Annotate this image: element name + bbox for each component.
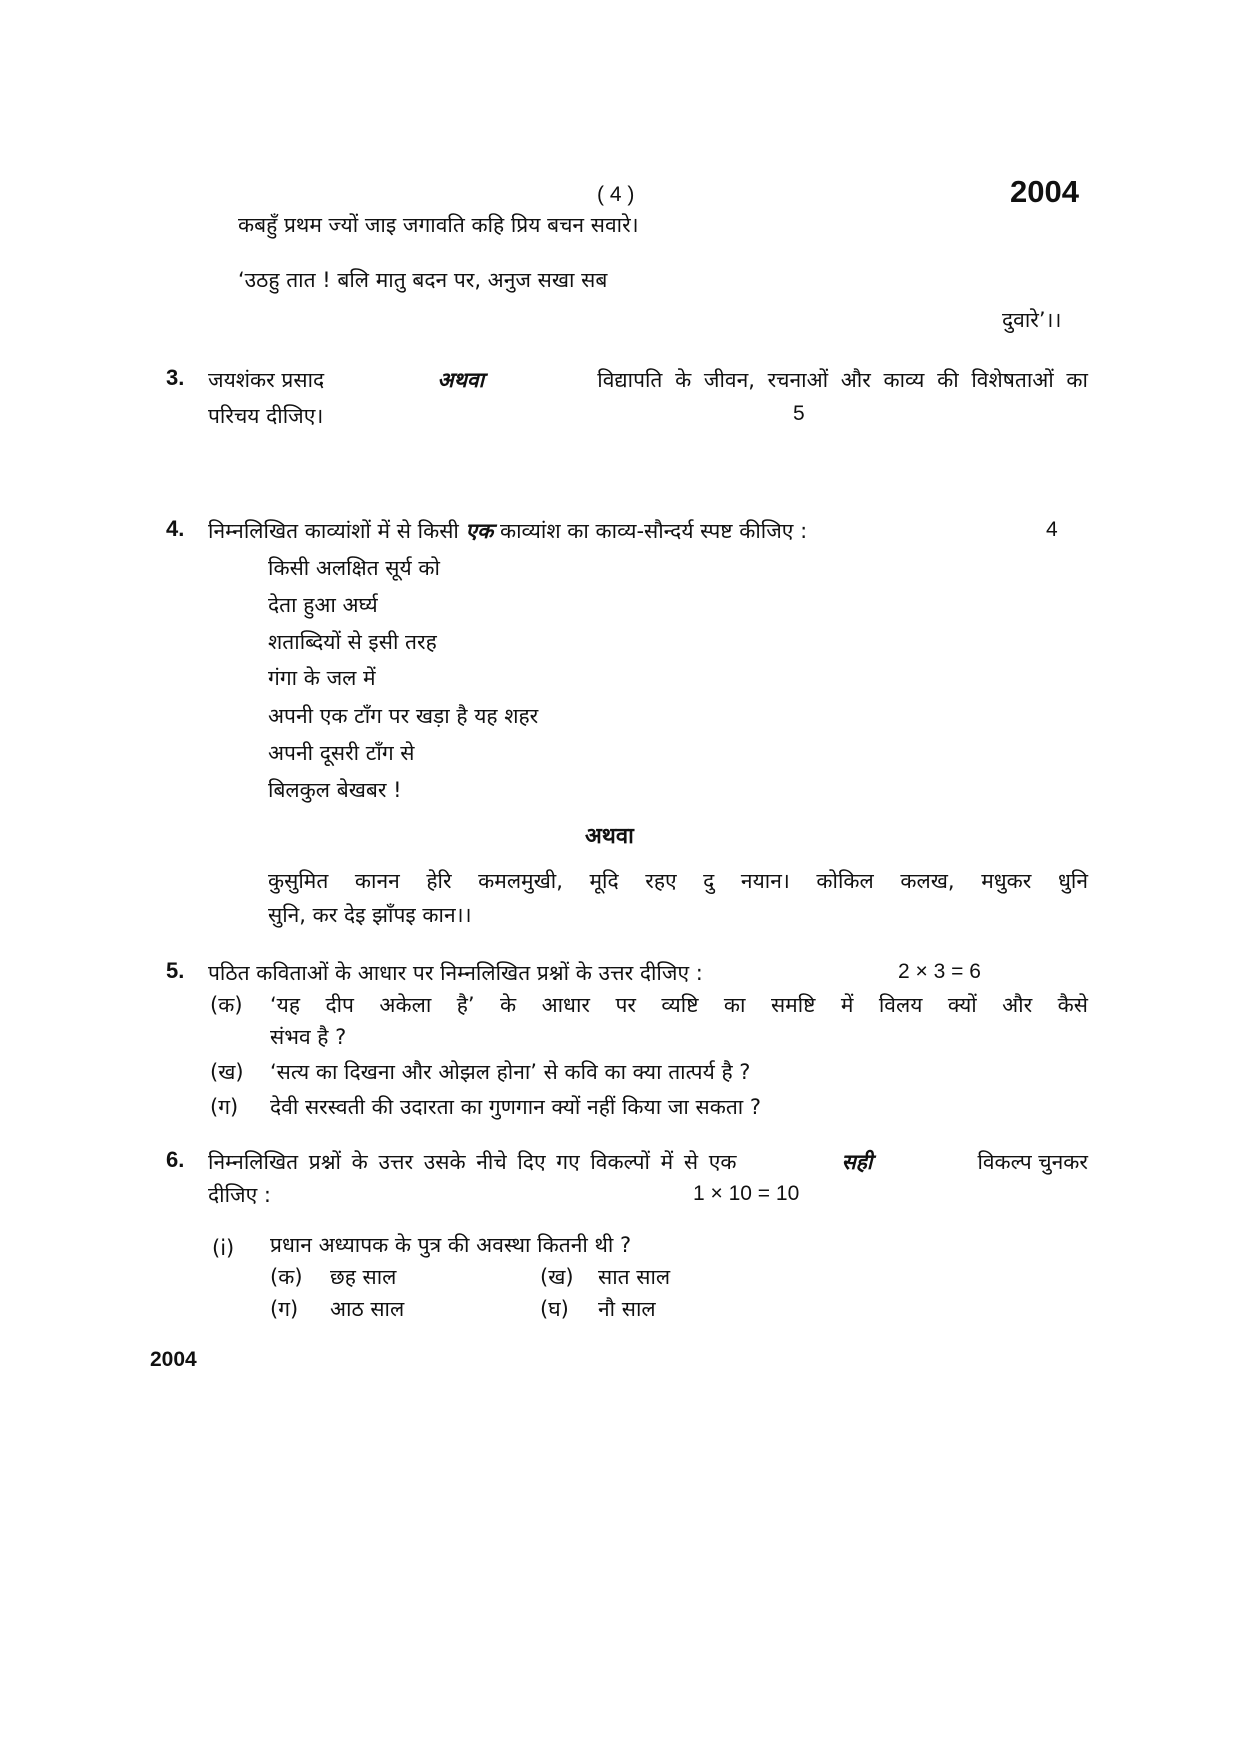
paper-code: 2004 bbox=[1010, 174, 1079, 209]
q6-line-2: दीजिए : bbox=[208, 1183, 271, 1207]
q5-item-kha-text: ‘सत्य का दिखना और ओझल होना’ से कवि का क्या तात्पर्य है ? bbox=[270, 1060, 751, 1084]
q5-item-ka-line-1: ‘यह दीप अकेला है’ के आधार पर व्यष्टि का समष्टि में विलय क्यों और कैसे bbox=[270, 993, 1088, 1017]
q3-text-a: जयशंकर प्रसाद bbox=[208, 368, 325, 392]
q6-option-ga-text: आठ साल bbox=[330, 1297, 405, 1321]
q6-emphasis: सही bbox=[841, 1150, 873, 1174]
q4-poem-line-1: किसी अलक्षित सूर्य को bbox=[268, 556, 440, 580]
q3-number: 3. bbox=[166, 365, 185, 390]
q3-line-1 bbox=[208, 365, 1088, 395]
q4-or-label: अथवा bbox=[585, 824, 634, 849]
q6-option-gha-text: नौ साल bbox=[598, 1297, 656, 1321]
q6-option-kha-label: (ख) bbox=[540, 1265, 574, 1289]
q6-marks: 1 × 10 = 10 bbox=[693, 1182, 800, 1205]
q6-option-kha-text: सात साल bbox=[598, 1265, 671, 1289]
q5-number: 5. bbox=[166, 958, 185, 983]
q6-option-ka-label: (क) bbox=[270, 1265, 303, 1289]
q4-poem-line-4: गंगा के जल में bbox=[268, 666, 376, 690]
q3-emphasis: अथवा bbox=[437, 368, 485, 392]
q4-marks: 4 bbox=[1046, 518, 1058, 541]
q4-emphasis: एक bbox=[465, 519, 494, 543]
q5-item-ka-line-2: संभव है ? bbox=[270, 1025, 347, 1049]
q6-line-1 bbox=[208, 1147, 1088, 1177]
q6-number: 6. bbox=[166, 1147, 185, 1172]
q4-poem-line-6: अपनी दूसरी टाँग से bbox=[268, 741, 415, 765]
q3-text-b: विद्यापति के जीवन, रचनाओं और काव्य की विशेषताओं का bbox=[597, 368, 1088, 392]
poem-line-1: कबहुँ प्रथम ज्यों जाइ जगावति कहि प्रिय बचन सवारे। bbox=[238, 213, 639, 237]
q5-item-ga-text: देवी सरस्वती की उदारता का गुणगान क्यों नहीं किया जा सकता ? bbox=[270, 1095, 762, 1119]
q4-number: 4. bbox=[166, 516, 185, 541]
poem-line-3: दुवारे’।। bbox=[1002, 308, 1062, 332]
q6-option-gha-label: (घ) bbox=[540, 1297, 569, 1321]
q6-sub-question: प्रधान अध्यापक के पुत्र की अवस्था कितनी थी ? bbox=[270, 1233, 632, 1257]
q4-poem-line-7: बिलकुल बेखबर ! bbox=[268, 778, 402, 802]
q6-text-a: निम्नलिखित प्रश्नों के उत्तर उसके नीचे दिए गए विकल्पों में से एक bbox=[208, 1150, 737, 1174]
q4-poem-line-3: शताब्दियों से इसी तरह bbox=[268, 630, 437, 654]
q3-marks: 5 bbox=[793, 402, 805, 425]
q5-item-ga-label: (ग) bbox=[210, 1095, 239, 1119]
q4-alt-line-1: कुसुमित कानन हेरि कमलमुखी, मूदि रहए दु नयान। कोकिल कलख, मधुकर धुनि bbox=[268, 869, 1088, 893]
q6-option-ga-label: (ग) bbox=[270, 1297, 299, 1321]
q5-item-ka-label: (क) bbox=[210, 993, 243, 1017]
q6-option-ka-text: छह साल bbox=[330, 1265, 397, 1289]
q5-item-kha-label: (ख) bbox=[210, 1060, 244, 1084]
q4-alt-line-2: सुनि, कर देइ झाँपइ कान।। bbox=[268, 903, 472, 927]
footer-code: 2004 bbox=[150, 1348, 197, 1371]
q6-sub-label: (i) bbox=[212, 1236, 235, 1260]
page-number: ( 4 ) bbox=[597, 183, 635, 206]
q3-line-2: परिचय दीजिए। bbox=[208, 404, 324, 428]
q4-poem-line-5: अपनी एक टाँग पर खड़ा है यह शहर bbox=[268, 704, 539, 728]
q4-poem-line-2: देता हुआ अर्घ्य bbox=[268, 593, 378, 617]
q4-line-1 bbox=[208, 516, 807, 546]
q4-text-a: निम्नलिखित काव्यांशों में से किसी bbox=[208, 519, 459, 543]
q6-text-b: विकल्प चुनकर bbox=[977, 1150, 1088, 1174]
poem-line-2: ‘उठहु तात ! बलि मातु बदन पर, अनुज सखा सब bbox=[238, 268, 608, 292]
q5-marks: 2 × 3 = 6 bbox=[898, 960, 981, 983]
q5-text: पठित कविताओं के आधार पर निम्नलिखित प्रश्नों के उत्तर दीजिए : bbox=[208, 961, 703, 985]
q4-text-b: काव्यांश का काव्य-सौन्दर्य स्पष्ट कीजिए : bbox=[499, 519, 808, 543]
